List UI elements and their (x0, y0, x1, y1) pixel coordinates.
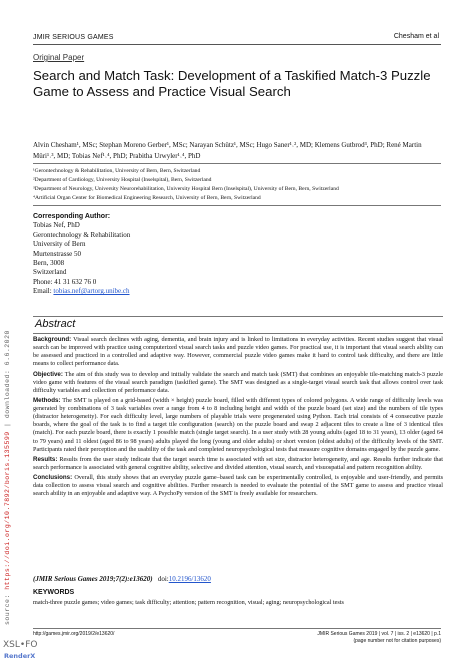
affiliation-rule (33, 163, 441, 164)
section-label: Objective: (33, 370, 63, 378)
section-text: The SMT is played on a grid-based (width × height) puzzle board, filled with different types of colored polygons. A wide range of difficulty levels was generated by combinations of 3 task variables over a range from 4 to 8 including height and width of the puzzle board (set size) and the numbers of tile types (distractor heterogeneity). For each difficulty level, large numbers of playable trials were pregenerated using Python. Each trial consists of 4 consecutive puzzle boards, where the goal of the task is to find a target tile configuration (search) on the puzzle board and swap 2 adjacent tiles to create a line of 3 identical tiles (match). For each puzzle board, there is exactly 1 possible match (single target search). In a user study with 28 young adults (aged 18 to 31 years), 13 older (aged 64 to 79 years) and 11 oldest (aged 86 to 98 years) adults played the long (young and older adults) or short version (oldest adults) of the difficulty levels of the SMT. Participants rated their perception and the usability of the task and completed neuropsychological tests that measure cognitive domains engaged by the puzzle game. (33, 397, 443, 453)
affiliation-4: ⁴Artificial Organ Center for Biomedical Engineering Research, University of Bern, Bern, Switzerland (33, 194, 261, 201)
section-label: Methods: (33, 397, 61, 405)
section-text: Overall, this study shows that an everyday puzzle game–based task can be experimentally controlled, is enjoyable and user-friendly, and permits data collection to assess visual search and cognitive abilities. Further research is needed to evaluate the potential of the SMT game to assess and practice visual search ability in an enjoyable and adaptive way. A PsychoPy version of the SMT is freely available for researchers. (33, 474, 443, 498)
affiliation-2: ²Department of Cardiology, University Hospital (Inselspital), Bern, Switzerland (33, 176, 212, 183)
corresponding-line: Tobias Nef, PhD (33, 221, 80, 230)
corresponding-line: Phone: 41 31 632 76 0 (33, 277, 97, 286)
running-author: Chesham et al (393, 33, 439, 40)
section-text: Results from the user study indicate that the target search time is associated with set size, distractor heterogeneity, and age. Results further indicate that search performance is associated with general cognitive ability, selective and divided attention, visual search, and visuospatial and pattern recognition ability. (33, 455, 443, 471)
affiliation-3: ³Department of Neurology, University Neurorehabilitation, University Hospital Bern (Inselspital), University of Bern, Bern, Switzerland (33, 185, 339, 192)
abstract-heading: Abstract (35, 318, 76, 330)
section-label: Background: (33, 336, 72, 343)
abstract-methods (33, 397, 443, 454)
section-label: Conclusions: (33, 474, 73, 482)
affiliation-1: ¹Gerontechnology & Rehabilitation, University of Bern, Bern, Switzerland (33, 168, 201, 174)
footer-rule (33, 628, 441, 629)
email-row (33, 287, 443, 296)
affiliations (33, 167, 443, 203)
corresponding-author (33, 212, 443, 297)
doi-link[interactable]: 10.2196/13620 (168, 575, 211, 583)
footer-url[interactable]: http://games.jmir.org/2019/2/e13620/ (33, 631, 115, 637)
paper-type: Original Paper (33, 53, 85, 62)
corresponding-line: Bern, 3008 (33, 259, 65, 268)
citation (33, 575, 211, 583)
side-stamp-text (4, 330, 11, 625)
source-label: source: (4, 589, 11, 625)
section-text: Visual search declines with aging, dementia, and brain injury and is linked to limitations in everyday activities. Recent studies suggest that visual search can be improved with practice using computerized visual search tasks and puzzle video games. For practical use, it is important that visual search ability can be assessed and practiced in a controlled and adaptive way. However, commercial puzzle video games make it hard to control task difficulty, and there are little means to collect performance data. (33, 336, 443, 368)
abstract-body (33, 336, 443, 501)
renderx-logo (2, 640, 36, 670)
corresponding-line: Murtenstrasse 50 (33, 249, 82, 258)
footer-page-info (317, 631, 441, 645)
corresponding-line: Switzerland (33, 268, 67, 277)
section-label: Results: (33, 455, 58, 463)
citation-text: (JMIR Serious Games 2019;7(2):e13620) (33, 575, 153, 583)
abstract-heading-bar (33, 316, 443, 334)
abstract-conclusions (33, 474, 443, 498)
doi-label: doi: (157, 575, 169, 583)
journal-name: JMIR SERIOUS GAMES (33, 34, 114, 41)
header-rule (33, 44, 441, 45)
source-url[interactable]: https://doi.org/10.7892/boris.135599 (4, 431, 11, 590)
side-download-stamp (4, 330, 18, 625)
logo-line-1: XSL•FO (3, 640, 38, 650)
keywords-text: match-three puzzle games; video games; task difficulty; attention; pattern recognition, visual; aging; neuropsychological tests (33, 599, 344, 606)
stamp-separator: | (4, 418, 11, 432)
email-label: Email: (33, 287, 54, 296)
keywords-heading: KEYWORDS (33, 589, 75, 596)
corresponding-line: University of Bern (33, 240, 86, 249)
article-title: Search and Match Task: Development of a Taskified Match-3 Puzzle Game to Assess and Practice Visual Search (33, 68, 431, 99)
footer-note: (page number not for citation purposes) (353, 638, 441, 644)
abstract-results (33, 456, 443, 472)
footer-volume: JMIR Serious Games 2019 | vol. 7 | iss. 2 | e13620 | p.1 (317, 631, 441, 637)
downloaded-date: downloaded: 6.6.2020 (4, 330, 11, 419)
corresponding-heading: Corresponding Author: (33, 213, 111, 220)
abstract-background (33, 336, 443, 368)
corresponding-line: Gerontechnology & Rehabilitation (33, 230, 131, 239)
author-list: Alvin Chesham¹, MSc; Stephan Moreno Gerber¹, MSc; Narayan Schütz¹, MSc; Hugo Saner¹˒², MD; Klemens Gutbrod³, PhD; René Martin Müri¹˒³, MD; Tobias Nef¹˒⁴, PhD; Prabitha Urwyler¹˒⁴, PhD (33, 141, 422, 160)
abstract-objective (33, 371, 443, 395)
logo-line-2: RenderX (4, 652, 36, 660)
section-text: The aim of this study was to develop and initially validate the search and match task (SMT) that combines an enjoyable tile-matching match-3 puzzle video game with features of the visual search paradigm (taskified game). The SMT was designed as a single-target visual search task that allows control over task difficulty variables and collection of performance data. (33, 370, 443, 394)
affiliation-rule-bottom (33, 205, 441, 206)
email-link[interactable]: tobias.nef@artorg.unibe.ch (53, 287, 130, 296)
